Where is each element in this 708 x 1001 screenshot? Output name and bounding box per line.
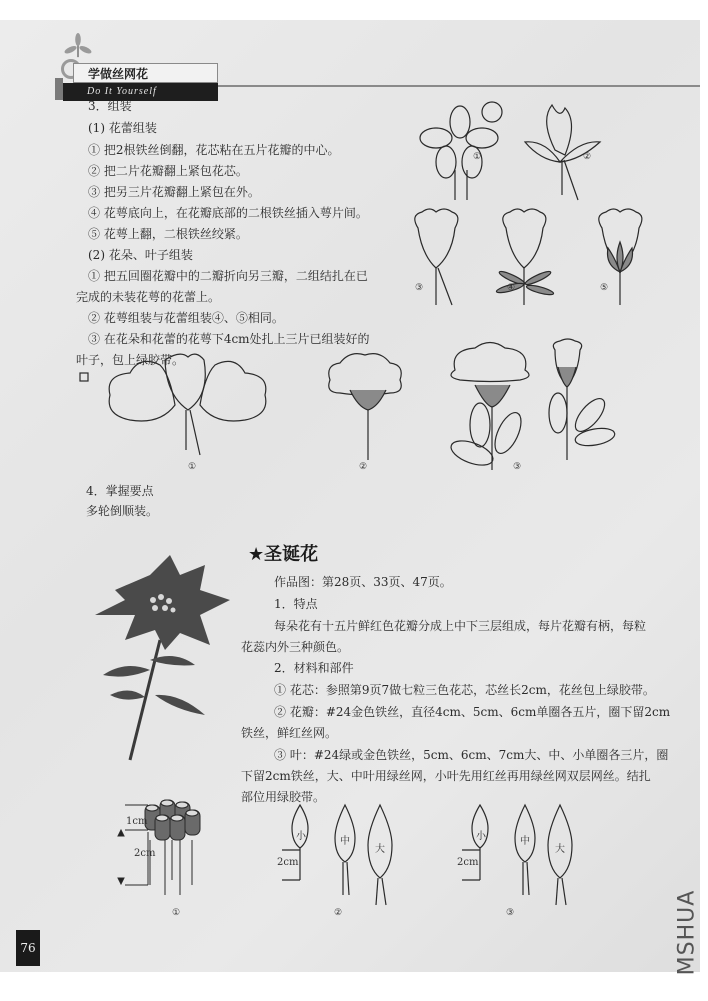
figure-caption: ① xyxy=(473,152,482,162)
step-text: ② 把二片花瓣翻上紧包花芯。 xyxy=(88,164,248,178)
leaf-size-small: 小 xyxy=(476,831,486,842)
leaf-wire-loops-illustration xyxy=(270,800,400,910)
logo-stem xyxy=(55,78,63,100)
figure-caption: ⑤ xyxy=(600,283,609,293)
watermark-text: MSHUA xyxy=(674,889,700,976)
dimension-label: 1cm xyxy=(126,816,148,827)
section-title: ★圣诞花 xyxy=(248,544,319,565)
body-text: 部位用绿胶带。 xyxy=(241,790,326,804)
step-text: 叶子，包上绿胶带。 xyxy=(76,353,185,367)
step-text: ① 把2根铁丝倒翻，花芯粘在五片花瓣的中心。 xyxy=(88,143,340,157)
figure-caption: ① xyxy=(172,908,181,918)
bud-assembly-figure xyxy=(400,100,690,300)
poinsettia-photo xyxy=(95,555,245,765)
reference-pages: 作品图：第28页、33页、47页。 xyxy=(274,575,452,589)
stamen-bundle-illustration xyxy=(120,800,200,900)
body-text: 多轮倒顺装。 xyxy=(86,504,159,518)
body-text: 下留2cm铁丝，大、中叶用绿丝网，小叶先用红丝再用绿丝网双层网丝。结扎 xyxy=(241,769,651,783)
page-number: 76 xyxy=(16,930,40,966)
dimension-label: 2cm xyxy=(277,857,299,868)
figure-caption: ② xyxy=(359,462,368,472)
section-heading: 3．组装 xyxy=(88,99,132,113)
step-text: ⑤ 花萼上翻，二根铁丝绞紧。 xyxy=(88,227,248,241)
book-title: 学做丝网花 xyxy=(73,63,218,83)
leaf-size-large: 大 xyxy=(375,844,385,855)
petal-fold-illustration xyxy=(80,354,266,455)
body-text: ② 花瓣：#24金色铁丝，直径4cm、5cm、6cm单圈各五片，圈下留2cm xyxy=(274,705,671,719)
section-heading: 1．特点 xyxy=(274,597,318,611)
body-text: 每朵花有十五片鲜红色花瓣分成上中下三层组成，每片花瓣有柄，每粒 xyxy=(274,619,647,633)
step-text: ④ 花萼底向上，在花瓣底部的二根铁丝插入萼片间。 xyxy=(88,206,368,220)
step-text: 完成的未装花萼的花蕾上。 xyxy=(76,290,221,304)
leaf-size-small: 小 xyxy=(296,831,306,842)
figure-caption: ② xyxy=(334,908,343,918)
body-text: 铁丝，鲜红丝网。 xyxy=(241,726,338,740)
flower-with-leaves-illustration xyxy=(448,339,616,470)
tulip-bud-with-calyx-illustration xyxy=(496,209,555,305)
subsection-heading: (1) 花蕾组装 xyxy=(88,121,157,135)
section-heading: 2．材料和部件 xyxy=(274,661,354,675)
watermark xyxy=(672,875,702,995)
leaf-logo-icon xyxy=(63,33,93,59)
book-subtitle: Do It Yourself xyxy=(63,83,218,101)
carnation-flower-illustration xyxy=(329,354,402,460)
step-text: ① 把五回圈花瓣中的二瓣折向另三瓣，二组结扎在已 xyxy=(88,269,368,283)
five-petal-flower-illustration xyxy=(420,102,502,200)
leaf-wire-loops-double-layer-illustration xyxy=(455,800,585,910)
figure-caption: ① xyxy=(188,462,197,472)
figure-caption: ④ xyxy=(507,283,516,293)
figure-caption: ② xyxy=(583,152,592,162)
dimension-label: 2cm xyxy=(134,848,156,859)
body-text: 花蕊内外三种颜色。 xyxy=(241,640,350,654)
figure-caption: ③ xyxy=(415,283,424,293)
section-heading: 4．掌握要点 xyxy=(86,484,154,498)
flower-assembly-figure xyxy=(100,345,620,475)
step-text: ② 花萼组装与花蕾组装④、⑤相同。 xyxy=(88,311,284,325)
step-text: ③ 在花朵和花蕾的花萼下4cm处扎上三片已组装好的 xyxy=(88,332,370,346)
body-text: ① 花芯：参照第9页7做七粒三色花芯，芯丝长2cm，花丝包上绿胶带。 xyxy=(274,683,655,697)
figure-caption: ③ xyxy=(513,462,522,472)
body-text: ③ 叶：#24绿或金色铁丝，5cm、6cm、7cm大、中、小单圈各三片，圈 xyxy=(274,748,669,762)
figure-caption: ③ xyxy=(506,908,515,918)
leaf-size-medium: 中 xyxy=(520,836,530,847)
leaf-size-medium: 中 xyxy=(340,836,350,847)
step-text: ③ 把另三片花瓣翻上紧包在外。 xyxy=(88,185,260,199)
header-rule xyxy=(218,85,700,87)
subsection-heading: (2) 花朵、叶子组装 xyxy=(88,248,193,262)
dimension-label: 2cm xyxy=(457,857,479,868)
leaf-size-large: 大 xyxy=(555,844,565,855)
